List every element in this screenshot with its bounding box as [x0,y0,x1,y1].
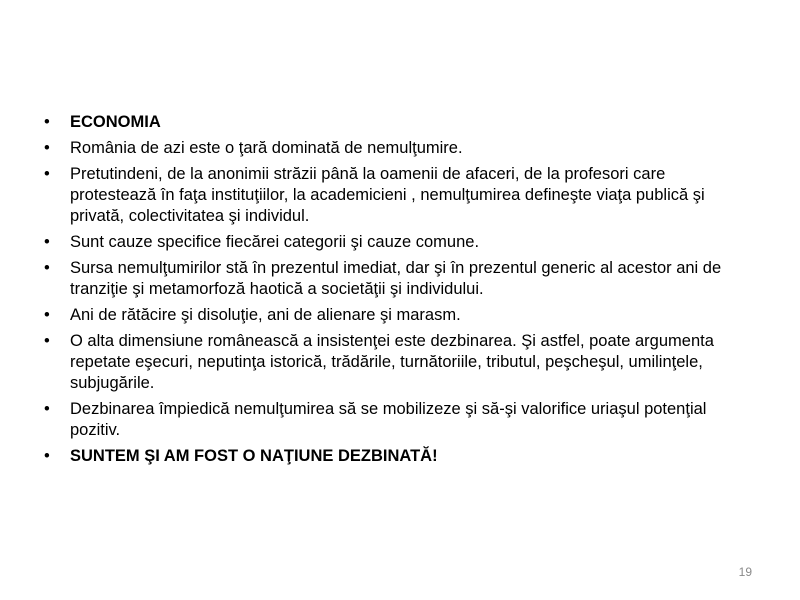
bullet-icon: • [44,139,50,157]
page-number: 19 [738,565,752,579]
bullet-text: ECONOMIA [70,113,161,131]
bullet-item [44,446,756,467]
bullet-icon: • [44,259,50,277]
bullet-text: Dezbinarea împiedică nemulţumirea să se mobilizeze şi să-şi valorifice uriaşul potenţial pozitiv. [70,400,707,439]
bullet-text: Pretutindeni, de la anonimii străzii până la oamenii de afaceri, de la profesori care protestează în faţa instituţiilor, la academicieni , nemulţumirea defineşte viaţa publică şi privată, colectivitatea şi individul. [70,165,705,225]
bullet-icon: • [44,165,50,183]
bullet-text: O alta dimensiune românească a insistenţei este dezbinarea. Şi astfel, poate argumenta repetate eşecuri, neputinţa istorică, trădările, turnătoriile, tributul, peşcheşul, umilinţele, subjugările. [70,332,714,392]
bullet-item [44,331,756,394]
bullet-text: România de azi este o ţară dominată de nemulţumire. [70,139,463,157]
bullet-item [44,305,756,326]
bullet-icon: • [44,447,50,465]
bullet-icon: • [44,332,50,350]
bullet-item [44,138,756,159]
bullet-item [44,232,756,253]
bullet-item [44,112,756,133]
bullet-icon: • [44,233,50,251]
bullet-icon: • [44,306,50,324]
bullet-item [44,258,756,300]
bullet-text: Sursa nemulţumirilor stă în prezentul imediat, dar şi în prezentul generic al acestor ani de tranziţie şi metamorfoză haotică a societăţii şi individului. [70,259,722,298]
bullet-icon: • [44,113,50,131]
bullet-item [44,399,756,441]
bullet-text: Sunt cauze specifice fiecărei categorii şi cauze comune. [70,233,480,251]
bullet-icon: • [44,400,50,418]
bullet-text: Ani de rătăcire şi disoluţie, ani de alienare şi marasm. [70,306,461,324]
bullet-list [44,112,756,472]
bullet-item [44,164,756,227]
bullet-text: SUNTEM ŞI AM FOST O NAŢIUNE DEZBINATĂ! [70,447,438,465]
